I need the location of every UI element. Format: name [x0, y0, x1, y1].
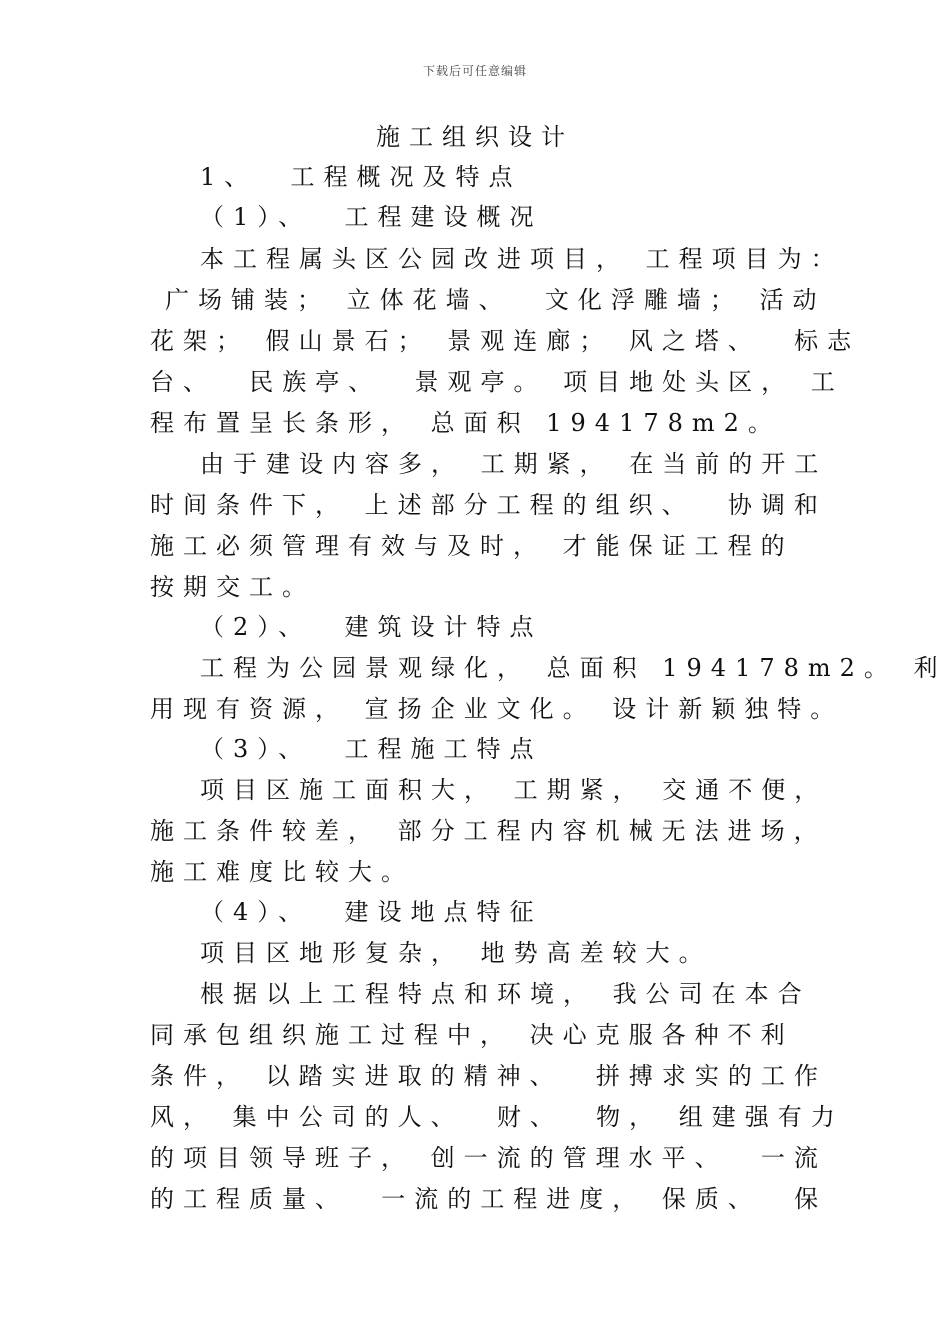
paragraph-line: 按期交工。	[150, 573, 315, 601]
paragraph-line: 根据以上工程特点和环境， 我公司在本合	[200, 980, 811, 1008]
document-title: 施工组织设计	[376, 123, 574, 151]
paragraph-line: 本工程属头区公园改进项目， 工程项目为：	[200, 245, 844, 273]
paragraph-line: 施工难度比较大。	[150, 858, 414, 886]
paragraph-line: 的工程质量、 一流的工程进度， 保质、 保	[150, 1185, 828, 1213]
paragraph-line: 时间条件下， 上述部分工程的组织、 协调和	[150, 491, 827, 519]
paragraph-line: 程布置呈长条形， 总面积 194178m2。	[150, 409, 781, 437]
paragraph-line: 同承包组织施工过程中， 决心克服各种不利	[150, 1021, 794, 1049]
paragraph-line: 的项目领导班子， 创一流的管理水平、 一流	[150, 1144, 827, 1172]
page-header: 下载后可任意编辑	[422, 64, 527, 78]
paragraph-line: 项目区地形复杂， 地势高差较大。	[200, 939, 712, 967]
paragraph-line: 用现有资源， 宣扬企业文化。 设计新颖独特。	[150, 695, 844, 723]
paragraph-line: 花架； 假山景石； 景观连廊； 风之塔、 标志	[150, 327, 861, 355]
subsection-heading: （1）、 工程建设概况	[200, 203, 543, 231]
subsection-heading: （4）、 建设地点特征	[200, 898, 543, 926]
subsection-heading: （3）、 工程施工特点	[200, 735, 543, 763]
paragraph-line: 条件， 以踏实进取的精神、 拼搏求实的工作	[150, 1062, 827, 1090]
paragraph-line: 施工条件较差， 部分工程内容机械无法进场，	[150, 817, 827, 845]
paragraph-line: 广场铺装； 立体花墙、 文化浮雕墙； 活动	[165, 286, 826, 314]
paragraph-line: 由于建设内容多， 工期紧， 在当前的开工	[200, 450, 828, 478]
subsection-heading: （2）、 建筑设计特点	[200, 613, 543, 641]
paragraph-line: 施工必须管理有效与及时， 才能保证工程的	[150, 532, 794, 560]
paragraph-line: 台、 民族亭、 景观亭。 项目地处头区， 工	[150, 368, 844, 396]
paragraph-line: 工程为公园景观绿化， 总面积 194178m2。 利	[200, 654, 947, 682]
section-heading: 1、 工程概况及特点	[200, 163, 522, 191]
paragraph-line: 风， 集中公司的人、 财、 物， 组建强有力	[150, 1103, 844, 1131]
paragraph-line: 项目区施工面积大， 工期紧， 交通不便，	[200, 776, 828, 804]
